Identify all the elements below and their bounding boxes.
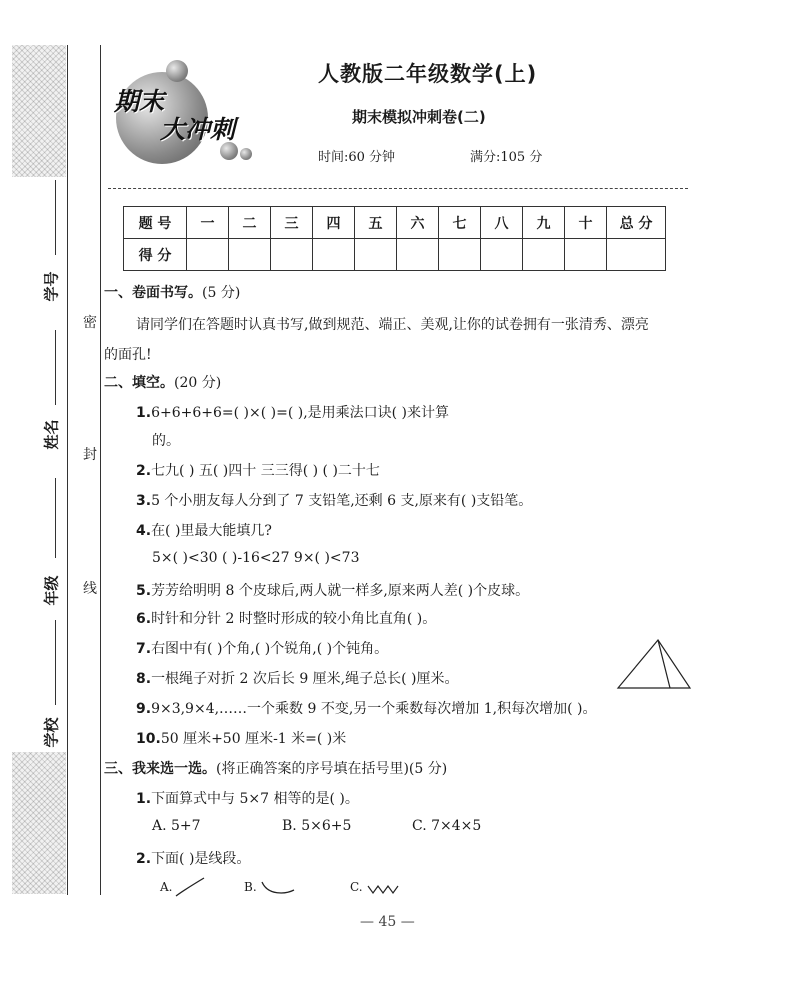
logo-ball-small bbox=[166, 60, 188, 82]
score-header-cell: 六 bbox=[397, 207, 439, 239]
score-header-cell: 七 bbox=[439, 207, 481, 239]
grade-label: 年级 bbox=[42, 575, 61, 606]
score-header-cell: 四 bbox=[313, 207, 355, 239]
seal-mark-xian: 线 bbox=[83, 581, 97, 597]
binding-pattern-top bbox=[12, 45, 66, 177]
score-cell bbox=[397, 239, 439, 271]
question-line: 6.时针和分针 2 时整时形成的较小角比直角( )。 bbox=[136, 611, 437, 627]
line-option-c-label: C. bbox=[350, 880, 363, 894]
exam-title: 人教版二年级数学(上) bbox=[318, 62, 538, 86]
section1-heading bbox=[104, 282, 240, 302]
section3-points: (将正确答案的序号填在括号里)(5 分) bbox=[216, 761, 448, 777]
score-table-header-row bbox=[124, 207, 666, 239]
score-cell bbox=[271, 239, 313, 271]
choice-option-a: A. 5+7 bbox=[152, 818, 201, 834]
section3-title: 三、我来选一选。 bbox=[104, 761, 216, 777]
score-cell bbox=[607, 239, 666, 271]
score-table bbox=[123, 206, 666, 271]
section1-points: (5 分) bbox=[202, 285, 241, 301]
section3-heading bbox=[104, 758, 447, 778]
score-cell bbox=[481, 239, 523, 271]
seal-mark-mi: 密 bbox=[83, 315, 97, 331]
logo bbox=[108, 60, 258, 165]
name-underline bbox=[55, 330, 56, 405]
score-header-cell: 总 分 bbox=[607, 207, 666, 239]
score-header-cell: 九 bbox=[523, 207, 565, 239]
line-option-a-figure bbox=[174, 876, 208, 898]
logo-ball-right2 bbox=[240, 148, 252, 160]
section1-title: 一、卷面书写。 bbox=[104, 285, 202, 301]
section2-title: 二、填空。 bbox=[104, 375, 174, 391]
score-header-cell: 八 bbox=[481, 207, 523, 239]
choice-option-b: B. 5×6+5 bbox=[282, 818, 352, 834]
score-row-label: 得 分 bbox=[124, 239, 187, 271]
score-cell bbox=[439, 239, 481, 271]
score-header-cell: 题 号 bbox=[124, 207, 187, 239]
question-line: 10.50 厘米+50 厘米-1 米=( )米 bbox=[136, 731, 347, 747]
line-option-b-figure bbox=[260, 880, 296, 896]
student-id-label: 学号 bbox=[42, 271, 61, 302]
triangle-figure bbox=[614, 636, 694, 692]
grade-underline bbox=[55, 478, 56, 558]
school-label: 学校 bbox=[42, 717, 61, 748]
question-line: 1.6+6+6+6=( )×( )=( ),是用乘法口诀( )来计算 bbox=[136, 405, 450, 421]
binding-pattern-bottom bbox=[12, 752, 66, 894]
score-header-cell: 二 bbox=[229, 207, 271, 239]
line-option-b-label: B. bbox=[244, 880, 257, 894]
score-cell bbox=[187, 239, 229, 271]
score-header-cell: 五 bbox=[355, 207, 397, 239]
logo-text-line2: 大冲刺 bbox=[160, 115, 236, 144]
logo-text-line1: 期末 bbox=[114, 87, 165, 116]
seal-mark-feng: 封 bbox=[83, 447, 97, 463]
school-underline bbox=[55, 620, 56, 705]
section2-points: (20 分) bbox=[174, 375, 222, 391]
question-line: 的。 bbox=[152, 433, 180, 449]
question-line: 2.七九( ) 五( )四十 三三得( ) ( )二十七 bbox=[136, 463, 380, 479]
line-option-a-label: A. bbox=[160, 880, 173, 894]
score-cell bbox=[565, 239, 607, 271]
choice-option-c: C. 7×4×5 bbox=[412, 818, 482, 834]
exam-full-score: 满分:105 分 bbox=[470, 150, 543, 165]
line-option-c-figure bbox=[366, 882, 400, 896]
score-header-cell: 三 bbox=[271, 207, 313, 239]
choice-question-1: 1.下面算式中与 5×7 相等的是( )。 bbox=[136, 791, 359, 807]
score-cell bbox=[313, 239, 355, 271]
header-divider bbox=[108, 188, 688, 189]
student-id-underline bbox=[55, 180, 56, 255]
score-cell bbox=[229, 239, 271, 271]
score-cell bbox=[523, 239, 565, 271]
section1-text-line2: 的面孔! bbox=[104, 347, 152, 363]
question-line: 7.右图中有( )个角,( )个锐角,( )个钝角。 bbox=[136, 641, 389, 657]
section2-heading bbox=[104, 372, 221, 392]
page-number: — 45 — bbox=[360, 914, 415, 930]
exam-time: 时间:60 分钟 bbox=[318, 150, 396, 165]
question-line: 4.在( )里最大能填几? bbox=[136, 523, 272, 539]
binding-line-right bbox=[100, 45, 101, 895]
choice-question-2: 2.下面( )是线段。 bbox=[136, 851, 251, 867]
score-header-cell: 一 bbox=[187, 207, 229, 239]
question-line: 8.一根绳子对折 2 次后长 9 厘米,绳子总长( )厘米。 bbox=[136, 671, 459, 687]
score-header-cell: 十 bbox=[565, 207, 607, 239]
question-line: 5×( )<30 ( )-16<27 9×( )<73 bbox=[152, 550, 360, 566]
score-cell bbox=[355, 239, 397, 271]
question-line: 9.9×3,9×4,……一个乘数 9 不变,另一个乘数每次增加 1,积每次增加( )。 bbox=[136, 701, 597, 717]
score-table-score-row bbox=[124, 239, 666, 271]
exam-subtitle: 期末模拟冲刺卷(二) bbox=[352, 108, 486, 126]
section1-text-line1: 请同学们在答题时认真书写,做到规范、端正、美观,让你的试卷拥有一张清秀、漂亮 bbox=[136, 317, 649, 333]
name-label: 姓名 bbox=[42, 419, 61, 450]
question-line: 3.5 个小朋友每人分到了 7 支铅笔,还剩 6 支,原来有( )支铅笔。 bbox=[136, 493, 533, 509]
binding-line-left bbox=[67, 45, 68, 895]
question-line: 5.芳芳给明明 8 个皮球后,两人就一样多,原来两人差( )个皮球。 bbox=[136, 583, 530, 599]
